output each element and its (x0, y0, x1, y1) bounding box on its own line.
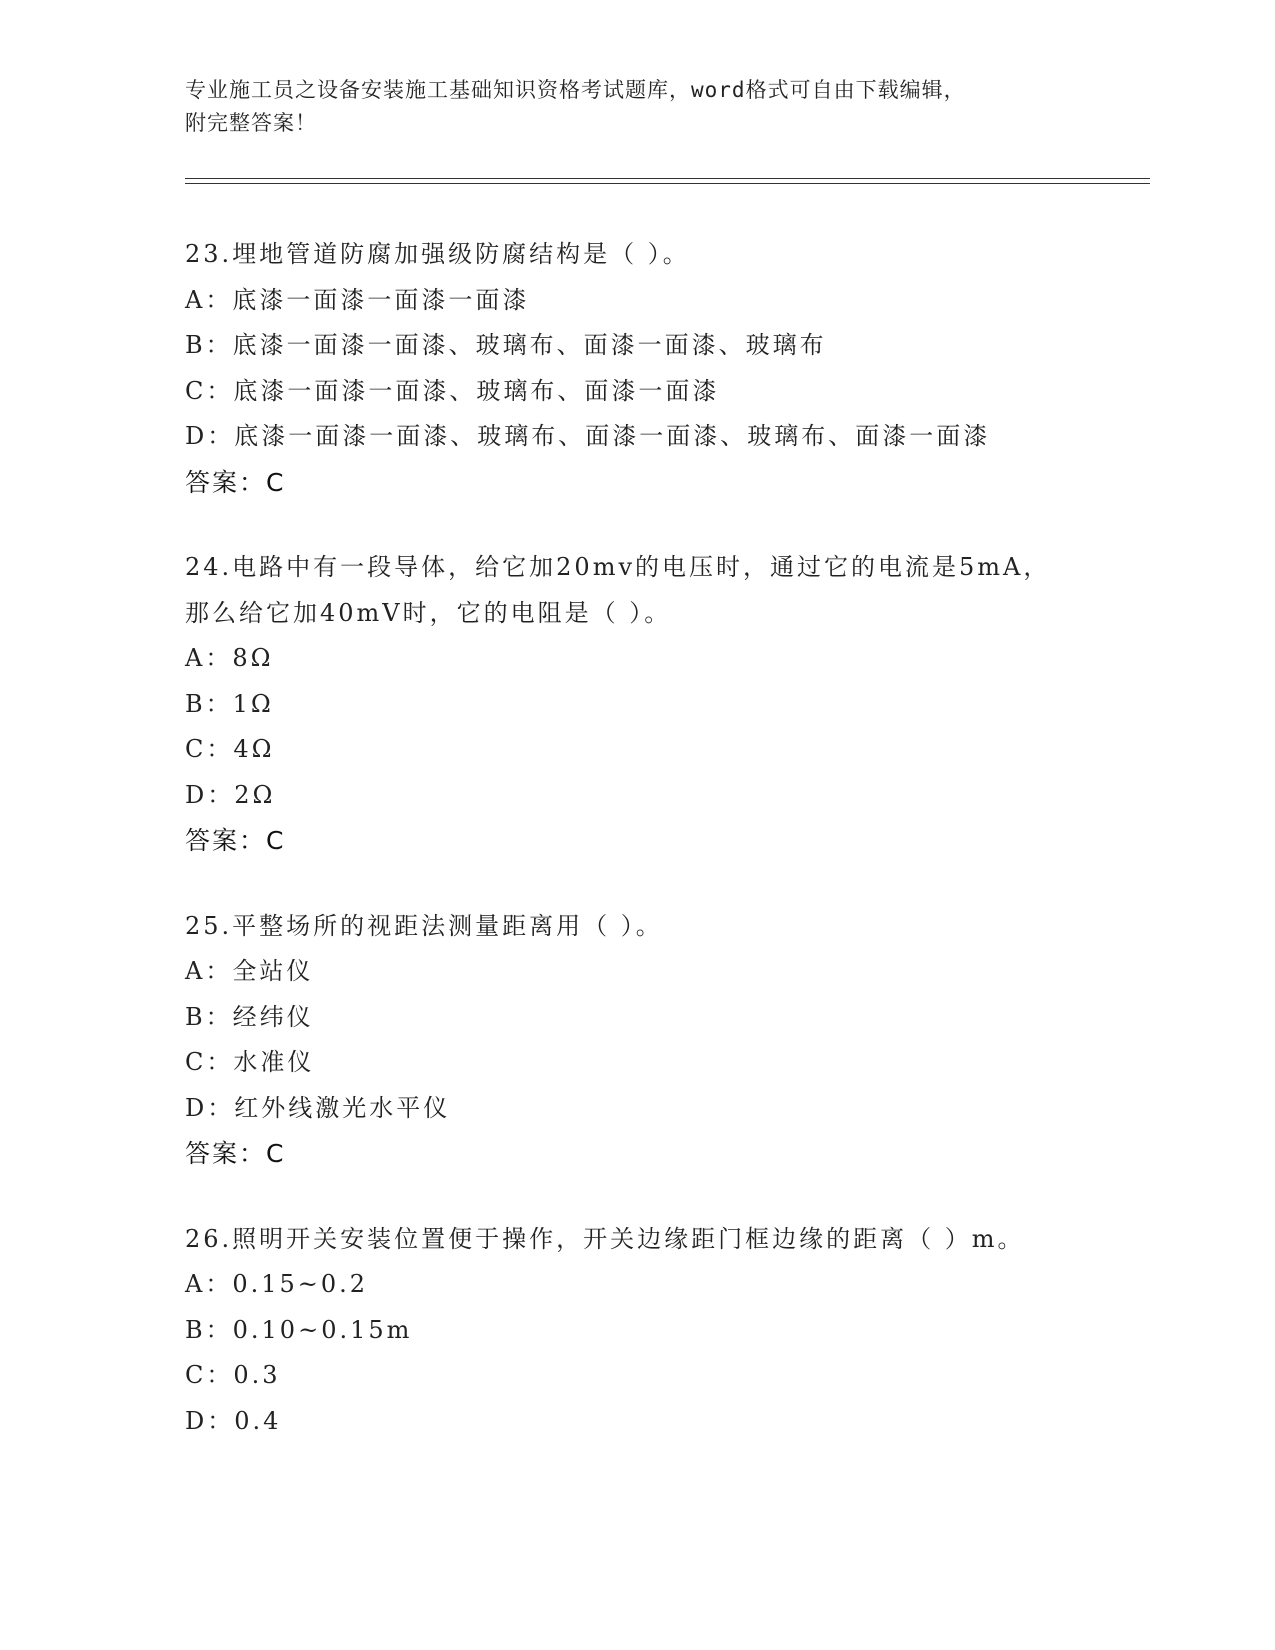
option-text: 2Ω (234, 780, 276, 809)
answer-option (185, 369, 1135, 415)
option-text: 全站仪 (232, 957, 314, 985)
option-key: A： (185, 285, 233, 314)
header-divider-top (185, 178, 1150, 179)
question-block (185, 545, 1135, 864)
answer-option (185, 1399, 1135, 1445)
answer-option (185, 636, 1135, 682)
answer-key: 答案：C (185, 467, 286, 497)
option-text: 0.15~0.2 (232, 1270, 369, 1298)
option-text: 经纬仪 (232, 1002, 314, 1031)
question-list (185, 232, 1135, 1484)
option-key: A： (185, 1270, 233, 1298)
option-text: 底漆一面漆一面漆、玻璃布、面漆一面漆、玻璃布 (232, 331, 827, 359)
question-stem: 24.电路中有一段导体，给它加20mv的电压时，通过它的电流是5mA， (185, 553, 1051, 581)
option-key: D： (185, 422, 235, 450)
option-text: 0.10~0.15m (232, 1315, 413, 1344)
option-key: C： (185, 376, 234, 405)
answer-option (185, 1308, 1135, 1354)
option-text: 0.4 (234, 1406, 282, 1435)
question-stem: 26.照明开关安装位置便于操作，开关边缘距门框边缘的距离（ ）m。 (185, 1224, 1025, 1253)
answer-option (185, 1040, 1135, 1086)
question-block (185, 904, 1135, 1177)
question-stem: 那么给它加40mV时，它的电阻是（ ）。 (185, 598, 672, 627)
question-stem: 23.埋地管道防腐加强级防腐结构是（ ）。 (185, 240, 690, 268)
option-key: D： (185, 1406, 235, 1435)
option-key: C： (185, 1048, 234, 1076)
option-text: 1Ω (232, 689, 274, 718)
question-block (185, 1217, 1135, 1445)
answer-option (185, 949, 1135, 995)
answer-option (185, 1086, 1135, 1132)
option-key: B： (185, 689, 233, 718)
answer-option (185, 1262, 1135, 1308)
answer-key: 答案：C (185, 1139, 286, 1168)
document-header (185, 74, 1085, 140)
option-text: 8Ω (232, 644, 274, 672)
option-text: 底漆一面漆一面漆、玻璃布、面漆一面漆、玻璃布、面漆一面漆 (234, 422, 991, 450)
option-text: 水准仪 (233, 1048, 315, 1076)
header-line-1: 专业施工员之设备安装施工基础知识资格考试题库，word格式可自由下载编辑， (185, 78, 966, 102)
option-key: B： (185, 1315, 233, 1344)
option-key: C： (185, 1361, 234, 1389)
option-key: B： (185, 1002, 233, 1031)
answer-option (185, 773, 1135, 819)
option-text: 红外线激光水平仪 (234, 1093, 451, 1122)
answer-key: 答案：C (185, 826, 286, 855)
option-text: 0.3 (233, 1361, 281, 1389)
answer-option (185, 727, 1135, 773)
answer-option (185, 414, 1135, 460)
answer-option (185, 1353, 1135, 1399)
option-text: 4Ω (233, 735, 275, 763)
option-key: B： (185, 331, 233, 359)
option-key: D： (185, 1093, 235, 1122)
header-line-2: 附完整答案！ (185, 111, 317, 135)
option-text: 底漆一面漆一面漆一面漆 (232, 285, 530, 314)
question-stem: 25.平整场所的视距法测量距离用（ ）。 (185, 911, 663, 940)
question-block (185, 232, 1135, 505)
answer-option (185, 682, 1135, 728)
option-key: A： (185, 957, 233, 985)
answer-option (185, 278, 1135, 324)
answer-option (185, 323, 1135, 369)
option-text: 底漆一面漆一面漆、玻璃布、面漆一面漆 (233, 376, 720, 405)
option-key: D： (185, 780, 235, 809)
header-divider-bottom (185, 183, 1150, 184)
option-key: C： (185, 735, 234, 763)
option-key: A： (185, 644, 233, 672)
answer-option (185, 995, 1135, 1041)
